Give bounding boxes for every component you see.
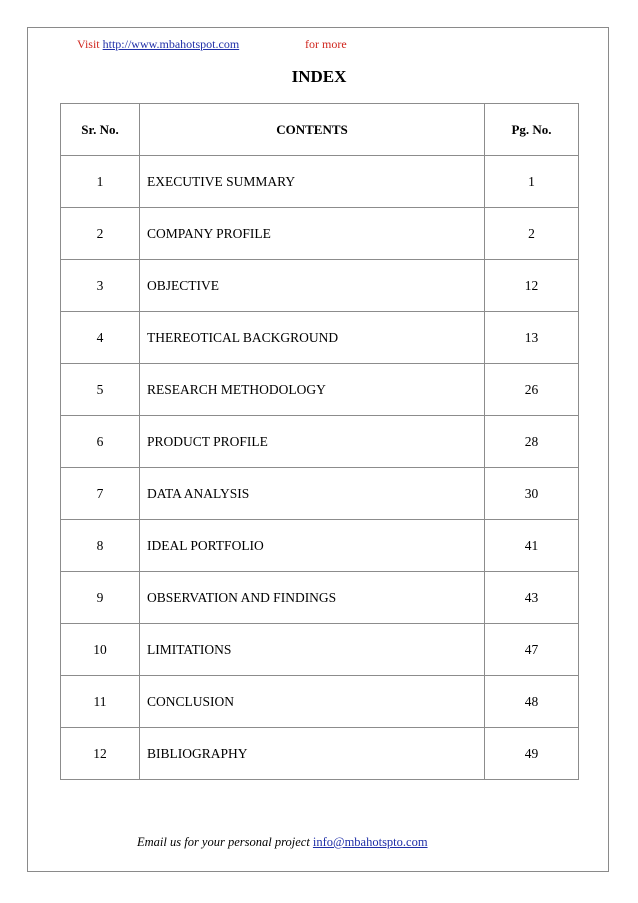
index-table bbox=[60, 103, 579, 780]
contents-cell: BIBLIOGRAPHY bbox=[140, 728, 485, 780]
contents-cell: OBSERVATION AND FINDINGS bbox=[140, 572, 485, 624]
email-link[interactable]: info@mbahotspto.com bbox=[312, 835, 428, 849]
table-row bbox=[61, 728, 579, 780]
table-row bbox=[61, 520, 579, 572]
sr-no-cell: 8 bbox=[61, 520, 140, 572]
contents-cell: OBJECTIVE bbox=[140, 260, 485, 312]
table-row bbox=[61, 676, 579, 728]
table-body bbox=[61, 156, 579, 780]
sr-no-cell: 3 bbox=[61, 260, 140, 312]
sr-no-cell: 12 bbox=[61, 728, 140, 780]
column-header-sr-no: Sr. No. bbox=[61, 104, 140, 156]
footer bbox=[137, 835, 428, 850]
page-no-cell: 28 bbox=[485, 416, 579, 468]
contents-cell: PRODUCT PROFILE bbox=[140, 416, 485, 468]
contents-cell: RESEARCH METHODOLOGY bbox=[140, 364, 485, 416]
table-row bbox=[61, 156, 579, 208]
table-row bbox=[61, 624, 579, 676]
page-no-cell: 43 bbox=[485, 572, 579, 624]
contents-cell: LIMITATIONS bbox=[140, 624, 485, 676]
page-no-cell: 47 bbox=[485, 624, 579, 676]
page-no-cell: 48 bbox=[485, 676, 579, 728]
page-no-cell: 2 bbox=[485, 208, 579, 260]
page-no-cell: 30 bbox=[485, 468, 579, 520]
contents-cell: DATA ANALYSIS bbox=[140, 468, 485, 520]
table-row bbox=[61, 572, 579, 624]
sr-no-cell: 5 bbox=[61, 364, 140, 416]
contents-cell: IDEAL PORTFOLIO bbox=[140, 520, 485, 572]
table-header-row bbox=[61, 104, 579, 156]
for-more-text: for more bbox=[305, 37, 347, 51]
contents-cell: COMPANY PROFILE bbox=[140, 208, 485, 260]
contents-cell: CONCLUSION bbox=[140, 676, 485, 728]
visit-text: Visit bbox=[77, 37, 100, 51]
column-header-page-no: Pg. No. bbox=[485, 104, 579, 156]
page-no-cell: 13 bbox=[485, 312, 579, 364]
page-no-cell: 26 bbox=[485, 364, 579, 416]
footer-text: Email us for your personal project bbox=[137, 835, 310, 849]
table-row bbox=[61, 468, 579, 520]
sr-no-cell: 9 bbox=[61, 572, 140, 624]
sr-no-cell: 11 bbox=[61, 676, 140, 728]
page-title: INDEX bbox=[291, 67, 347, 86]
sr-no-cell: 4 bbox=[61, 312, 140, 364]
table-row bbox=[61, 312, 579, 364]
page-no-cell: 41 bbox=[485, 520, 579, 572]
sr-no-cell: 7 bbox=[61, 468, 140, 520]
sr-no-cell: 10 bbox=[61, 624, 140, 676]
table-row bbox=[61, 208, 579, 260]
column-header-contents: CONTENTS bbox=[140, 104, 485, 156]
contents-cell: THEREOTICAL BACKGROUND bbox=[140, 312, 485, 364]
page-no-cell: 1 bbox=[485, 156, 579, 208]
table-row bbox=[61, 260, 579, 312]
contents-cell: EXECUTIVE SUMMARY bbox=[140, 156, 485, 208]
page-no-cell: 12 bbox=[485, 260, 579, 312]
sr-no-cell: 6 bbox=[61, 416, 140, 468]
table-row bbox=[61, 416, 579, 468]
page-no-cell: 49 bbox=[485, 728, 579, 780]
sr-no-cell: 2 bbox=[61, 208, 140, 260]
table-row bbox=[61, 364, 579, 416]
header-line bbox=[77, 37, 239, 52]
sr-no-cell: 1 bbox=[61, 156, 140, 208]
website-link[interactable]: http://www.mbahotspot.com bbox=[102, 37, 240, 51]
